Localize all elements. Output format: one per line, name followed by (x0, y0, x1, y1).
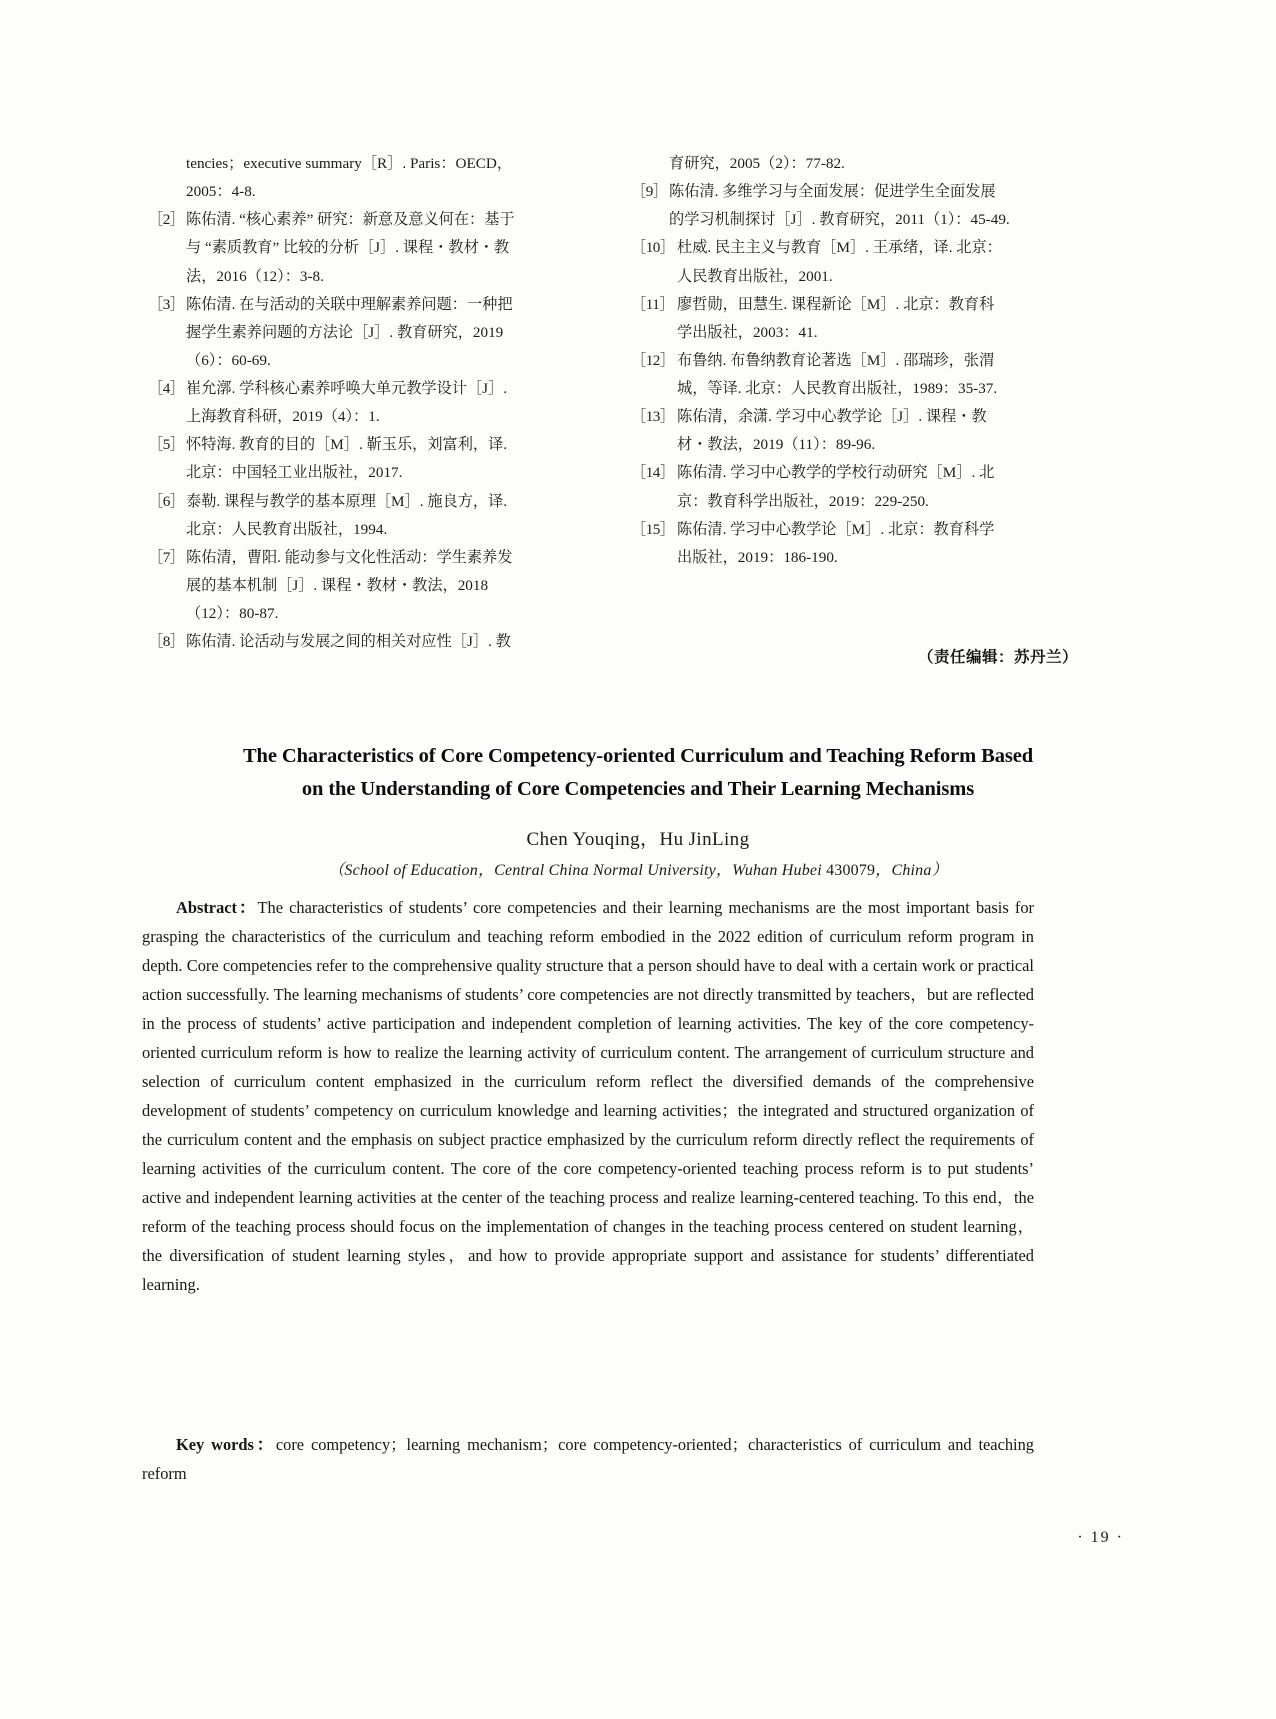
reference-number: ［8］ (148, 633, 185, 651)
reference-continuation (148, 150, 595, 206)
reference-item (148, 544, 595, 628)
reference-text (677, 234, 1078, 290)
reference-number: ［15］ (631, 520, 675, 538)
reference-number: ［2］ (148, 211, 185, 229)
reference-line: 城，等译. 北京：人民教育出版社，1989：35-37. (677, 380, 998, 397)
article-title-line2: on the Understanding of Core Competencies and Their Learning Mechanisms (301, 778, 975, 801)
reference-item (631, 459, 1078, 515)
reference-line: tencies；executive summary［R］. Paris：OECD， (186, 155, 513, 172)
reference-number: ［7］ (148, 548, 185, 566)
reference-number: ［10］ (631, 239, 675, 257)
abstract-label: Abstract： (176, 898, 258, 917)
responsible-editor-note: （责任编辑：苏丹兰） (917, 649, 1078, 666)
reference-item (148, 291, 595, 375)
reference-line: 杜威. 民主主义与教育［M］. 王承绪，译. 北京： (677, 239, 1002, 257)
reference-item (631, 516, 1078, 572)
reference-line: 崔允漷. 学科核心素养呼唤大单元教学设计［J］. (186, 380, 508, 397)
abstract-text: The characteristics of students’ core competencies and their learning mechanisms are the most important basis for grasping the characteristics of the curriculum and teaching reform embodied in the 2022 edition of curriculum reform program in depth. Core competencies refer to the comprehensive quality structure that a person should have to deal with a certain work or practical action successfully. The learning mechanisms of students’ core competencies are not directly transmitted by teachers，but are reflected in the process of students’ active participation and independent completion of learning activities. The key of the core competency-oriented curriculum reform is how to realize the learning activity of curriculum content. The arrangement of curriculum structure and selection of curriculum content emphasized in the curriculum reform reflect the diversified demands of the comprehensive development of students’ competency on curriculum knowledge and learning activities；the integrated and structured organization of the curriculum content and the emphasis on subject practice emphasized by the curriculum reform directly reflect the requirements of learning activities of the curriculum content. The core of the core competency-oriented teaching process reform is to put students’ active and independent learning activities at the center of the teaching process and realize learning-centered teaching. To this end，the reform of the teaching process should focus on the implementation of changes in the teaching process centered on student learning，the diversification of student learning styles，and how to provide appropriate support and assistance for students’ differentiated learning. (142, 898, 1034, 1295)
reference-item (631, 234, 1078, 290)
reference-line: 陈佑清. 学习中心教学的学校行动研究［M］. 北 (677, 464, 995, 482)
reference-line: （12）：80-87. (186, 605, 279, 622)
keywords-text: core competency；learning mechanism；core competency-oriented；characteristics of curriculum and teaching reform (142, 1435, 1034, 1484)
reference-line: 2005：4-8. (186, 183, 256, 201)
reference-line: 握学生素养问题的方法论［J］. 教育研究，2019 (186, 323, 504, 341)
article-title (168, 740, 1108, 806)
references-column-left (148, 150, 595, 656)
reference-line: 布鲁纳. 布鲁纳教育论著选［M］. 邵瑞珍，张渭 (677, 351, 995, 369)
reference-line: 北京：人民教育出版社，1994. (186, 520, 388, 538)
reference-number: ［12］ (631, 351, 675, 369)
reference-line: 陈佑清，余潇. 学习中心教学论［J］. 课程・教 (677, 408, 987, 426)
affiliation-prefix: （School of Education，Central China Normal University，Wuhan Hubei (328, 862, 827, 879)
article-affiliation (168, 857, 1108, 880)
reference-text (677, 459, 1078, 515)
reference-text (677, 516, 1078, 572)
reference-number: ［3］ (148, 295, 185, 313)
reference-continuation (631, 150, 1078, 178)
reference-number: ［13］ (631, 408, 675, 426)
keywords-block (142, 1430, 1034, 1488)
reference-line: 陈佑清，曹阳. 能动参与文化性活动：学生素养发 (186, 548, 513, 566)
reference-line: （6）：60-69. (186, 351, 271, 369)
reference-number: ［14］ (631, 464, 675, 482)
reference-line: 学出版社，2003：41. (677, 323, 818, 341)
reference-line: 上海教育科研，2019（4）：1. (186, 408, 380, 426)
reference-line: 展的基本机制［J］. 课程・教材・教法，2018 (186, 576, 489, 594)
references-column-right (631, 150, 1078, 656)
reference-line: 陈佑清. 学习中心教学论［M］. 北京：教育科学 (677, 520, 995, 538)
reference-text (186, 544, 595, 628)
reference-item (148, 488, 595, 544)
reference-item (631, 403, 1078, 459)
reference-line: 陈佑清. 多维学习与全面发展：促进学生全面发展 (669, 183, 996, 201)
reference-line: 人民教育出版社，2001. (677, 267, 833, 285)
references-section (148, 150, 1078, 656)
reference-text (677, 291, 1078, 347)
reference-line: 陈佑清. “核心素养” 研究：新意及意义何在：基于 (186, 211, 515, 229)
reference-text (677, 347, 1078, 403)
page-number: · 19 · (1077, 1529, 1124, 1546)
reference-item (148, 431, 595, 487)
affiliation-suffix: ，China） (875, 862, 948, 879)
reference-number: ［5］ (148, 436, 185, 454)
reference-line: 怀特海. 教育的目的［M］. 靳玉乐，刘富利，译. (186, 436, 508, 454)
reference-line: 育研究，2005（2）：77-82. (669, 155, 845, 172)
reference-item (631, 291, 1078, 347)
abstract-block (142, 893, 1034, 1299)
reference-line: 法，2016（12）：3-8. (186, 267, 324, 285)
reference-text (186, 375, 595, 431)
reference-text (669, 178, 1078, 234)
reference-text (186, 488, 595, 544)
reference-item (148, 375, 595, 431)
reference-line: 泰勒. 课程与教学的基本原理［M］. 施良方，译. (186, 492, 508, 510)
affiliation-postal-code: 430079 (826, 862, 876, 879)
reference-text (186, 206, 595, 290)
reference-text (677, 403, 1078, 459)
reference-item (631, 347, 1078, 403)
reference-text (186, 628, 595, 656)
reference-line: 陈佑清. 论活动与发展之间的相关对应性［J］. 教 (186, 633, 511, 651)
reference-item (631, 178, 1078, 234)
reference-number: ［9］ (631, 183, 668, 201)
reference-text (186, 291, 595, 375)
reference-line: 陈佑清. 在与活动的关联中理解素养问题：一种把 (186, 295, 513, 313)
reference-line: 廖哲勋，田慧生. 课程新论［M］. 北京：教育科 (677, 295, 995, 313)
article-title-line1: The Characteristics of Core Competency-oriented Curriculum and Teaching Reform Based (242, 745, 1034, 767)
reference-text (186, 431, 595, 487)
reference-line: 出版社，2019：186-190. (677, 548, 838, 566)
reference-item (148, 206, 595, 290)
reference-number: ［11］ (631, 295, 674, 313)
keywords-label: Key words： (176, 1435, 276, 1454)
reference-item (148, 628, 595, 656)
reference-line: 材・教法，2019（11）：89-96. (677, 436, 876, 454)
reference-number: ［4］ (148, 380, 185, 397)
reference-line: 的学习机制探讨［J］. 教育研究，2011（1）：45-49. (669, 211, 1010, 229)
article-authors: Chen Youqing，Hu JinLing (526, 829, 750, 850)
reference-line: 京：教育科学出版社，2019：229-250. (677, 492, 929, 510)
reference-number: ［6］ (148, 492, 185, 510)
reference-line: 北京：中国轻工业出版社，2017. (186, 464, 403, 482)
reference-line: 与 “素质教育” 比较的分析［J］. 课程・教材・教 (186, 239, 510, 257)
